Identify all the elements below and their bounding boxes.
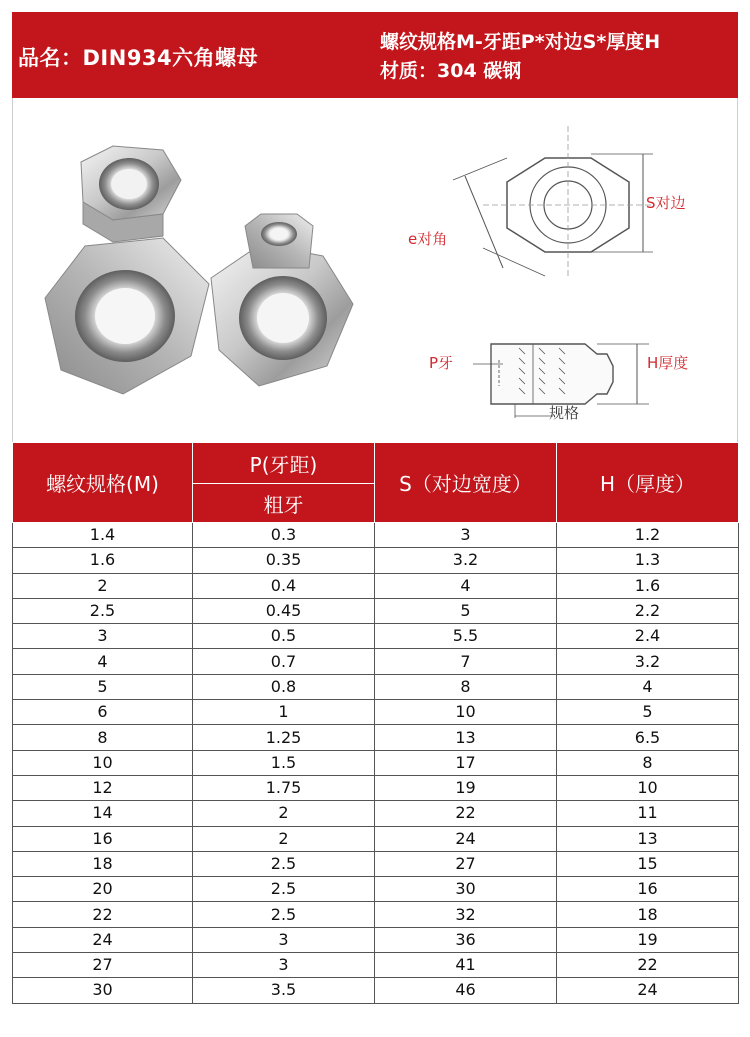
table-row	[13, 927, 739, 952]
cell-thread-size: 3	[13, 624, 193, 649]
cell-pitch: 1.5	[193, 750, 375, 775]
cell-thread-size: 2.5	[13, 598, 193, 623]
cell-width: 7	[375, 649, 557, 674]
cell-width: 10	[375, 700, 557, 725]
product-name: 品名：DIN934六角螺母	[18, 46, 259, 70]
cell-thickness: 11	[557, 801, 739, 826]
cell-thread-size: 30	[13, 978, 193, 1003]
product-figure	[12, 98, 738, 442]
table-row	[13, 978, 739, 1003]
cell-thread-size: 5	[13, 674, 193, 699]
cell-thread-size: 6	[13, 700, 193, 725]
cell-thickness: 15	[557, 851, 739, 876]
header-pitch: P(牙距)	[193, 443, 375, 484]
cell-width: 22	[375, 801, 557, 826]
table-row	[13, 801, 739, 826]
product-illustration	[13, 98, 739, 442]
table-row	[13, 523, 739, 548]
cell-thickness: 24	[557, 978, 739, 1003]
cell-width: 36	[375, 927, 557, 952]
cell-pitch: 0.7	[193, 649, 375, 674]
table-row	[13, 725, 739, 750]
spec-table-body	[13, 523, 739, 1004]
spec-table-head	[13, 443, 739, 523]
label-spec: 规格	[549, 404, 580, 422]
cell-pitch: 2	[193, 826, 375, 851]
cell-thread-size: 8	[13, 725, 193, 750]
cell-pitch: 3	[193, 927, 375, 952]
cell-thickness: 1.6	[557, 573, 739, 598]
header-banner	[12, 12, 738, 98]
table-row	[13, 649, 739, 674]
table-row	[13, 953, 739, 978]
cell-thickness: 6.5	[557, 725, 739, 750]
nut-photo-large	[45, 238, 209, 394]
cell-pitch: 0.3	[193, 523, 375, 548]
label-e: e对角	[408, 230, 448, 248]
cell-pitch: 0.35	[193, 548, 375, 573]
nut-photo-medium	[211, 214, 353, 386]
table-row	[13, 548, 739, 573]
table-row	[13, 851, 739, 876]
cell-thread-size: 4	[13, 649, 193, 674]
cell-width: 5	[375, 598, 557, 623]
cell-pitch: 2.5	[193, 877, 375, 902]
cell-pitch: 2.5	[193, 851, 375, 876]
cell-width: 27	[375, 851, 557, 876]
label-h: H厚度	[647, 354, 689, 372]
cell-pitch: 0.45	[193, 598, 375, 623]
cell-thickness: 2.4	[557, 624, 739, 649]
cell-width: 30	[375, 877, 557, 902]
cell-pitch: 1.75	[193, 775, 375, 800]
header-thread-spec: 螺纹规格(M)	[13, 443, 193, 523]
cell-thread-size: 14	[13, 801, 193, 826]
cell-width: 32	[375, 902, 557, 927]
table-row	[13, 700, 739, 725]
header-thickness: H（厚度）	[557, 443, 739, 523]
cell-thickness: 8	[557, 750, 739, 775]
cell-thickness: 16	[557, 877, 739, 902]
label-s: S对边	[646, 194, 686, 212]
cell-thread-size: 1.6	[13, 548, 193, 573]
spec-info	[380, 28, 660, 86]
cell-pitch: 3	[193, 953, 375, 978]
cell-thread-size: 27	[13, 953, 193, 978]
cell-pitch: 0.5	[193, 624, 375, 649]
cell-thickness: 22	[557, 953, 739, 978]
header-coarse-pitch: 粗牙	[193, 484, 375, 523]
cell-thickness: 1.2	[557, 523, 739, 548]
cell-width: 8	[375, 674, 557, 699]
cell-width: 3.2	[375, 548, 557, 573]
cell-thickness: 19	[557, 927, 739, 952]
cell-pitch: 3.5	[193, 978, 375, 1003]
cell-width: 19	[375, 775, 557, 800]
material-line: 材质：304 碳钢	[380, 60, 522, 82]
cell-thickness: 10	[557, 775, 739, 800]
cell-thread-size: 16	[13, 826, 193, 851]
cell-width: 46	[375, 978, 557, 1003]
cell-width: 3	[375, 523, 557, 548]
cell-thread-size: 10	[13, 750, 193, 775]
cell-thread-size: 1.4	[13, 523, 193, 548]
table-row	[13, 598, 739, 623]
cell-width: 13	[375, 725, 557, 750]
label-p: P牙	[429, 354, 454, 372]
table-row	[13, 775, 739, 800]
table-row	[13, 750, 739, 775]
table-row	[13, 624, 739, 649]
cell-pitch: 2	[193, 801, 375, 826]
table-row	[13, 902, 739, 927]
table-row	[13, 573, 739, 598]
table-row	[13, 826, 739, 851]
cell-width: 4	[375, 573, 557, 598]
cell-thread-size: 22	[13, 902, 193, 927]
cell-thickness: 2.2	[557, 598, 739, 623]
cell-thickness: 13	[557, 826, 739, 851]
cell-width: 24	[375, 826, 557, 851]
cell-thickness: 3.2	[557, 649, 739, 674]
cell-pitch: 1	[193, 700, 375, 725]
cell-pitch: 2.5	[193, 902, 375, 927]
hex-top-view-diagram	[453, 126, 653, 278]
cell-width: 5.5	[375, 624, 557, 649]
cell-thread-size: 12	[13, 775, 193, 800]
spec-table	[12, 442, 739, 1004]
cell-pitch: 1.25	[193, 725, 375, 750]
cell-thickness: 1.3	[557, 548, 739, 573]
cell-thread-size: 2	[13, 573, 193, 598]
cell-width: 17	[375, 750, 557, 775]
cell-pitch: 0.8	[193, 674, 375, 699]
spec-line: 螺纹规格M-牙距P*对边S*厚度H	[380, 31, 661, 53]
table-row	[13, 877, 739, 902]
cell-width: 41	[375, 953, 557, 978]
cell-thread-size: 20	[13, 877, 193, 902]
cell-pitch: 0.4	[193, 573, 375, 598]
cell-thread-size: 18	[13, 851, 193, 876]
cell-thickness: 5	[557, 700, 739, 725]
nut-photo-small	[81, 146, 181, 242]
cell-thread-size: 24	[13, 927, 193, 952]
cell-thickness: 18	[557, 902, 739, 927]
cell-thickness: 4	[557, 674, 739, 699]
table-row	[13, 674, 739, 699]
header-width-across-flats: S（对边宽度）	[375, 443, 557, 523]
